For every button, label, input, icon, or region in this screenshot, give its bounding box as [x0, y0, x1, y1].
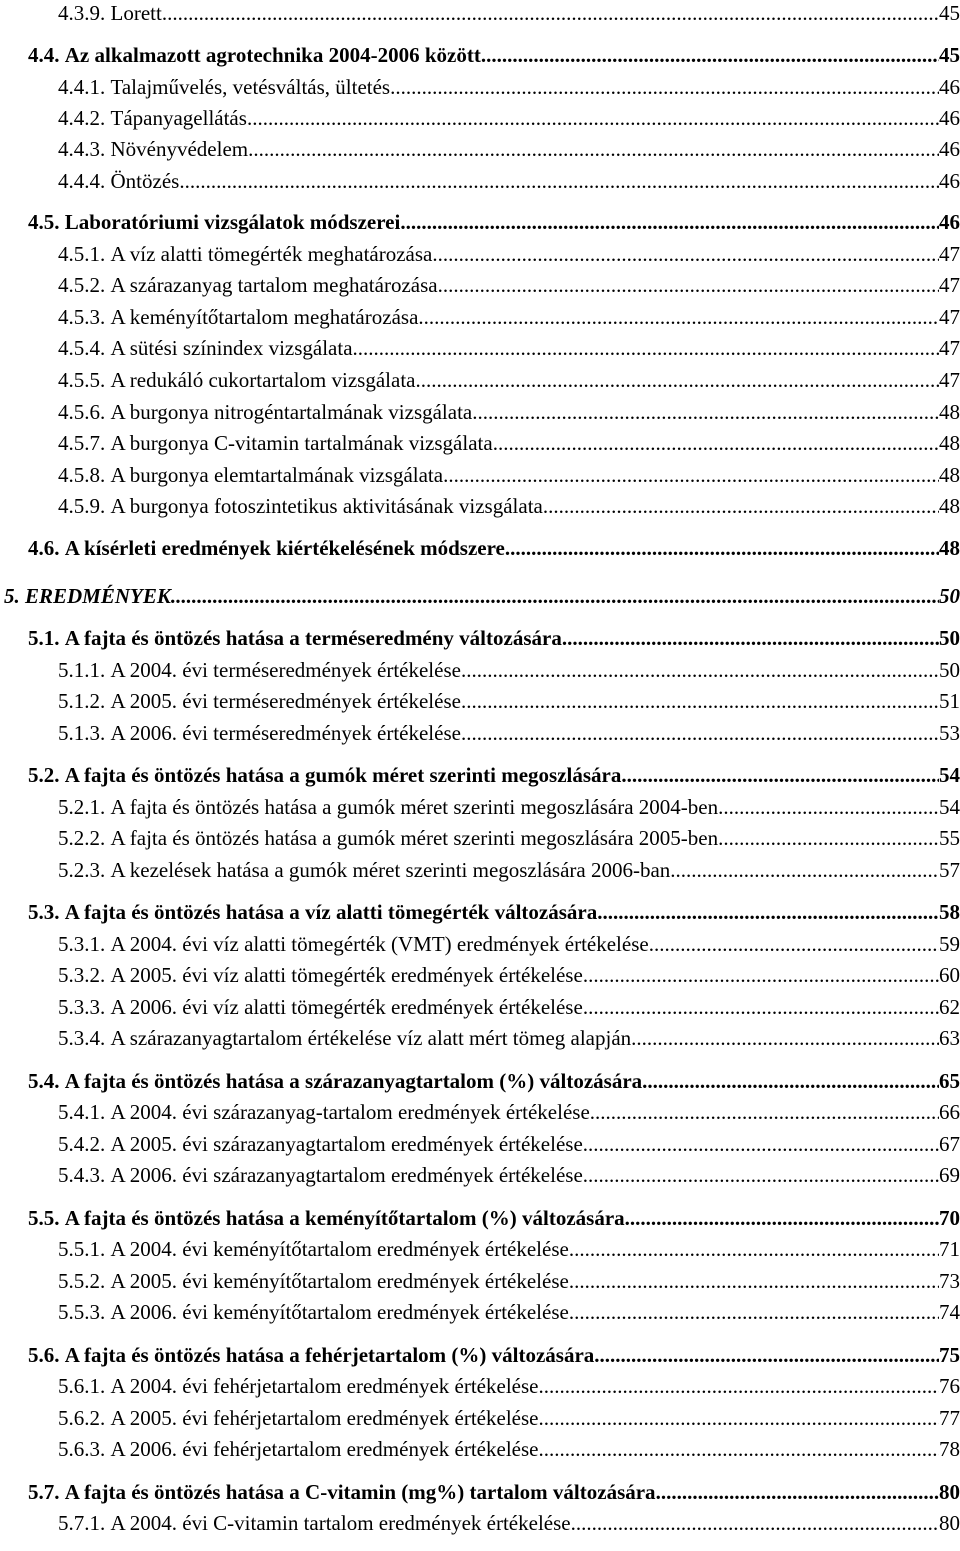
dot-leader — [562, 623, 939, 653]
toc-entry-title: A 2004. évi fehérjetartalom eredmények értékelése — [110, 1374, 539, 1398]
toc-entry[interactable] — [58, 929, 960, 959]
toc-entry-number: 5.5.2. — [58, 1269, 106, 1293]
toc-entry-page-number: 60 — [939, 963, 960, 987]
toc-entry-number: 5.3.3. — [58, 995, 106, 1019]
toc-entry-title: A szárazanyagtartalom értékelése víz alatt mért tömeg alapján — [110, 1026, 632, 1050]
toc-entry-title: A fajta és öntözés hatása a víz alatti tömegérték változására — [64, 900, 598, 924]
toc-entry-title: A fajta és öntözés hatása a terméseredmény változására — [64, 626, 562, 650]
dot-leader — [432, 239, 939, 269]
toc-entry-page-number: 50 — [939, 626, 960, 650]
dot-leader — [625, 1203, 939, 1233]
toc-entry[interactable] — [58, 460, 960, 490]
toc-entry[interactable] — [58, 1508, 960, 1538]
toc-entry-title: A fajta és öntözés hatása a gumók méret szerinti megoszlására 2005-ben — [110, 826, 719, 850]
toc-entry[interactable] — [58, 655, 960, 685]
toc-entry-page-number: 73 — [939, 1269, 960, 1293]
toc-entry[interactable] — [58, 0, 960, 28]
toc-entry-title: Öntözés — [110, 169, 180, 193]
toc-entry-number: 4.3.9. — [58, 1, 106, 25]
dot-leader — [493, 428, 939, 458]
toc-entry-number: 5.4.2. — [58, 1132, 106, 1156]
dot-leader — [583, 1129, 939, 1159]
dot-leader — [583, 1160, 939, 1190]
toc-entry[interactable] — [58, 992, 960, 1022]
toc-entry-number: 5.6.1. — [58, 1374, 106, 1398]
toc-entry-number: 4.4.1. — [58, 75, 106, 99]
toc-entry-number: 5.7. — [28, 1480, 60, 1504]
toc-entry-page-number: 53 — [939, 721, 960, 745]
toc-entry-title: A 2004. évi víz alatti tömegérték (VMT) eredmények értékelése — [110, 932, 649, 956]
toc-entry-title: A 2006. évi szárazanyagtartalom eredmények értékelése — [110, 1163, 583, 1187]
toc-entry-page-number: 78 — [939, 1437, 960, 1461]
toc-entry-title: A szárazanyag tartalom meghatározása — [110, 273, 438, 297]
toc-entry[interactable] — [28, 533, 960, 563]
toc-entry-page-number: 57 — [939, 858, 960, 882]
dot-leader — [415, 365, 939, 395]
toc-entry-page-number: 76 — [939, 1374, 960, 1398]
toc-entry-title: A fajta és öntözés hatása a fehérjetartalom (%) változására — [64, 1343, 595, 1367]
toc-entry-page-number: 46 — [939, 137, 960, 161]
toc-entry-page-number: 45 — [939, 1, 960, 25]
toc-entry-title: A 2004. évi terméseredmények értékelése — [110, 658, 461, 682]
toc-entry-page-number: 54 — [939, 795, 960, 819]
toc-entry-title: A fajta és öntözés hatása a szárazanyagtartalom (%) változására — [64, 1069, 643, 1093]
toc-entry[interactable] — [58, 1234, 960, 1264]
toc-entry-page-number: 47 — [939, 273, 960, 297]
dot-leader — [481, 40, 939, 70]
toc-entry-page-number: 47 — [939, 305, 960, 329]
toc-entry-title: A víz alatti tömegérték meghatározása — [110, 242, 433, 266]
dot-leader — [642, 1066, 939, 1096]
toc-entry-page-number: 48 — [939, 536, 960, 560]
dot-leader — [583, 992, 939, 1022]
dot-leader — [171, 581, 939, 611]
toc-entry-title: A 2005. évi víz alatti tömegérték eredmények értékelése — [110, 963, 583, 987]
dot-leader — [543, 491, 939, 521]
dot-leader — [656, 1477, 939, 1507]
toc-entry-page-number: 71 — [939, 1237, 960, 1261]
toc-entry-title: A burgonya elemtartalmának vizsgálata — [110, 463, 444, 487]
toc-entry[interactable] — [28, 897, 960, 927]
dot-leader — [594, 1340, 939, 1370]
toc-entry-title: A 2004. évi szárazanyag-tartalom eredmények értékelése — [110, 1100, 590, 1124]
dot-leader — [472, 397, 939, 427]
toc-entry[interactable] — [58, 72, 960, 102]
toc-entry[interactable] — [28, 1477, 960, 1507]
dot-leader — [538, 1403, 939, 1433]
toc-entry-number: 5.4.1. — [58, 1100, 106, 1124]
toc-entry-title: A 2006. évi terméseredmények értékelése — [110, 721, 461, 745]
dot-leader — [649, 929, 939, 959]
toc-entry-number: 5.3.2. — [58, 963, 106, 987]
toc-entry-number: 5.4. — [28, 1069, 60, 1093]
toc-entry-page-number: 69 — [939, 1163, 960, 1187]
toc-entry-page-number: 80 — [939, 1480, 960, 1504]
toc-entry-number: 5.3. — [28, 900, 60, 924]
dot-leader — [631, 1023, 939, 1053]
toc-entry-page-number: 46 — [939, 106, 960, 130]
toc-entry-page-number: 50 — [939, 658, 960, 682]
toc-entry[interactable] — [28, 40, 960, 70]
toc-entry-number: 5.1.2. — [58, 689, 106, 713]
toc-entry-title: EREDMÉNYEK — [25, 584, 171, 608]
toc-entry-title: A 2005. évi szárazanyagtartalom eredmények értékelése — [110, 1132, 583, 1156]
toc-entry-title: Laboratóriumi vizsgálatok módszerei — [64, 210, 401, 234]
dot-leader — [670, 855, 939, 885]
toc-entry[interactable] — [58, 166, 960, 196]
toc-entry-page-number: 51 — [939, 689, 960, 713]
dot-leader — [621, 760, 939, 790]
toc-entry-number: 4.5.7. — [58, 431, 106, 455]
toc-entry[interactable] — [58, 1371, 960, 1401]
toc-entry-title: A fajta és öntözés hatása a C-vitamin (mg%) tartalom változására — [64, 1480, 656, 1504]
toc-entry-number: 5.4.3. — [58, 1163, 106, 1187]
toc-entry-page-number: 46 — [939, 75, 960, 99]
toc-entry-title: A burgonya fotoszintetikus aktivitásának vizsgálata — [110, 494, 543, 518]
dot-leader — [597, 897, 939, 927]
toc-entry[interactable] — [58, 1403, 960, 1433]
toc-entry-title: A burgonya nitrogéntartalmának vizsgálata — [110, 400, 473, 424]
toc-entry-title: A 2004. évi keményítőtartalom eredmények értékelése — [110, 1237, 569, 1261]
toc-entry-page-number: 65 — [939, 1069, 960, 1093]
dot-leader — [569, 1266, 939, 1296]
toc-entry-title: A 2006. évi keményítőtartalom eredmények értékelése — [110, 1300, 569, 1324]
toc-entry-number: 4.4.3. — [58, 137, 106, 161]
dot-leader — [438, 270, 939, 300]
dot-leader — [569, 1297, 939, 1327]
toc-entry[interactable] — [58, 302, 960, 332]
toc-entry-title: A 2005. évi fehérjetartalom eredmények értékelése — [110, 1406, 539, 1430]
toc-entry-page-number: 58 — [939, 900, 960, 924]
toc-entry[interactable] — [58, 1097, 960, 1127]
dot-leader — [461, 686, 939, 716]
toc-entry-page-number: 67 — [939, 1132, 960, 1156]
toc-entry-title: A kísérleti eredmények kiértékelésének módszere — [64, 536, 505, 560]
toc-entry[interactable] — [58, 1297, 960, 1327]
toc-entry-number: 4.5.4. — [58, 336, 106, 360]
toc-entry[interactable] — [58, 1434, 960, 1464]
toc-entry-title: A 2006. évi fehérjetartalom eredmények értékelése — [110, 1437, 539, 1461]
toc-entry-page-number: 77 — [939, 1406, 960, 1430]
dot-leader — [583, 960, 939, 990]
toc-entry-number: 5.5.3. — [58, 1300, 106, 1324]
toc-entry-title: A 2005. évi terméseredmények értékelése — [110, 689, 461, 713]
dot-leader — [718, 792, 939, 822]
toc-entry[interactable] — [58, 397, 960, 427]
toc-entry-title: Talajművelés, vetésváltás, ültetés — [110, 75, 391, 99]
toc-entry[interactable] — [58, 792, 960, 822]
toc-entry[interactable] — [58, 686, 960, 716]
toc-entry[interactable] — [28, 1066, 960, 1096]
dot-leader — [248, 134, 939, 164]
toc-entry-number: 5.2.2. — [58, 826, 106, 850]
toc-entry[interactable] — [58, 1266, 960, 1296]
toc-entry-number: 5.2. — [28, 763, 60, 787]
dot-leader — [590, 1097, 939, 1127]
toc-entry-page-number: 62 — [939, 995, 960, 1019]
toc-entry-number: 4.5.3. — [58, 305, 106, 329]
toc-entry-page-number: 75 — [939, 1343, 960, 1367]
toc-entry-number: 5.2.1. — [58, 795, 106, 819]
toc-entry-number: 4.5.9. — [58, 494, 106, 518]
toc-entry[interactable] — [58, 491, 960, 521]
dot-leader — [418, 302, 939, 332]
toc-entry-title: A fajta és öntözés hatása a gumók méret szerinti megoszlására 2004-ben — [110, 795, 719, 819]
toc-entry-title: A 2006. évi víz alatti tömegérték eredmények értékelése — [110, 995, 583, 1019]
toc-entry[interactable] — [58, 428, 960, 458]
toc-entry-title: Az alkalmazott agrotechnika 2004-2006 között — [64, 43, 481, 67]
toc-entry-page-number: 59 — [939, 932, 960, 956]
toc-entry-title: Tápanyagellátás — [110, 106, 247, 130]
dot-leader — [247, 103, 939, 133]
toc-entry-number: 4.4.2. — [58, 106, 106, 130]
toc-entry-page-number: 47 — [939, 368, 960, 392]
toc-entry[interactable] — [58, 365, 960, 395]
toc-entry-title: Lorett — [110, 1, 162, 25]
toc-entry-page-number: 74 — [939, 1300, 960, 1324]
dot-leader — [461, 718, 939, 748]
toc-entry-number: 4.5.6. — [58, 400, 106, 424]
dot-leader — [538, 1434, 939, 1464]
toc-entry-number: 4.5.2. — [58, 273, 106, 297]
dot-leader — [443, 460, 939, 490]
dot-leader — [718, 823, 939, 853]
toc-entry-title: A kezelések hatása a gumók méret szerinti megoszlására 2006-ban — [110, 858, 671, 882]
toc-entry-number: 5.5.1. — [58, 1237, 106, 1261]
toc-entry[interactable] — [58, 333, 960, 363]
toc-entry-page-number: 45 — [939, 43, 960, 67]
toc-entry-page-number: 47 — [939, 336, 960, 360]
dot-leader — [461, 655, 939, 685]
toc-entry[interactable] — [58, 134, 960, 164]
toc-entry-title: A fajta és öntözés hatása a keményítőtartalom (%) változására — [64, 1206, 625, 1230]
toc-entry[interactable] — [28, 623, 960, 653]
toc-entry-number: 4.5.1. — [58, 242, 106, 266]
toc-entry-title: A keményítőtartalom meghatározása — [110, 305, 419, 329]
toc-entry[interactable] — [28, 207, 960, 237]
toc-entry-page-number: 70 — [939, 1206, 960, 1230]
toc-entry-number: 4.5. — [28, 210, 60, 234]
toc-entry[interactable] — [58, 960, 960, 990]
toc-entry[interactable] — [58, 1160, 960, 1190]
toc-entry[interactable] — [28, 1203, 960, 1233]
toc-entry-number: 5.1.3. — [58, 721, 106, 745]
toc-entry-page-number: 66 — [939, 1100, 960, 1124]
toc-entry-page-number: 48 — [939, 463, 960, 487]
toc-entry[interactable] — [58, 1023, 960, 1053]
dot-leader — [400, 207, 939, 237]
toc-entry[interactable] — [58, 718, 960, 748]
dot-leader — [538, 1371, 939, 1401]
toc-entry-number: 5.3.4. — [58, 1026, 106, 1050]
toc-entry-title: A 2005. évi keményítőtartalom eredmények értékelése — [110, 1269, 569, 1293]
toc-entry-page-number: 48 — [939, 431, 960, 455]
dot-leader — [179, 166, 939, 196]
toc-entry-number: 5.7.1. — [58, 1511, 106, 1535]
dot-leader — [571, 1508, 939, 1538]
toc-entry-page-number: 50 — [939, 584, 960, 608]
toc-entry-title: A fajta és öntözés hatása a gumók méret szerinti megoszlására — [64, 763, 622, 787]
toc-entry-number: 4.5.5. — [58, 368, 106, 392]
toc-entry-number: 5.3.1. — [58, 932, 106, 956]
dot-leader — [390, 72, 939, 102]
toc-entry-title: Növényvédelem — [110, 137, 249, 161]
toc-entry-number: 5.1.1. — [58, 658, 106, 682]
toc-entry-number: 5.5. — [28, 1206, 60, 1230]
toc-entry-number: 4.5.8. — [58, 463, 106, 487]
toc-entry-page-number: 46 — [939, 169, 960, 193]
dot-leader — [569, 1234, 939, 1264]
toc-entry-number: 5.6. — [28, 1343, 60, 1367]
toc-entry-number: 4.6. — [28, 536, 60, 560]
toc-entry-number: 5. — [4, 584, 20, 608]
toc-entry-page-number: 48 — [939, 494, 960, 518]
toc-entry-page-number: 63 — [939, 1026, 960, 1050]
toc-entry[interactable] — [28, 1340, 960, 1370]
toc-entry[interactable] — [28, 760, 960, 790]
toc-entry[interactable] — [58, 823, 960, 853]
toc-entry-number: 5.6.3. — [58, 1437, 106, 1461]
toc-entry-page-number: 54 — [939, 763, 960, 787]
toc-entry-page-number: 55 — [939, 826, 960, 850]
toc-entry-number: 5.1. — [28, 626, 60, 650]
dot-leader — [505, 533, 939, 563]
toc-entry[interactable] — [4, 581, 960, 611]
toc-entry-title: A 2004. évi C-vitamin tartalom eredmények értékelése — [110, 1511, 571, 1535]
toc-entry-title: A burgonya C-vitamin tartalmának vizsgálata — [110, 431, 493, 455]
dot-leader — [162, 0, 939, 28]
toc-entry-page-number: 47 — [939, 242, 960, 266]
toc-entry-number: 5.2.3. — [58, 858, 106, 882]
toc-entry-number: 4.4.4. — [58, 169, 106, 193]
toc-entry-number: 4.4. — [28, 43, 60, 67]
toc-entry[interactable] — [58, 1129, 960, 1159]
toc-entry-page-number: 80 — [939, 1511, 960, 1535]
dot-leader — [353, 333, 939, 363]
toc-entry[interactable] — [58, 239, 960, 269]
toc-entry[interactable] — [58, 855, 960, 885]
toc-entry-page-number: 46 — [939, 210, 960, 234]
toc-entry-title: A sütési színindex vizsgálata — [110, 336, 353, 360]
toc-entry[interactable] — [58, 270, 960, 300]
toc-entry[interactable] — [58, 103, 960, 133]
toc-entry-page-number: 48 — [939, 400, 960, 424]
toc-entry-title: A redukáló cukortartalom vizsgálata — [110, 368, 416, 392]
toc-entry-number: 5.6.2. — [58, 1406, 106, 1430]
